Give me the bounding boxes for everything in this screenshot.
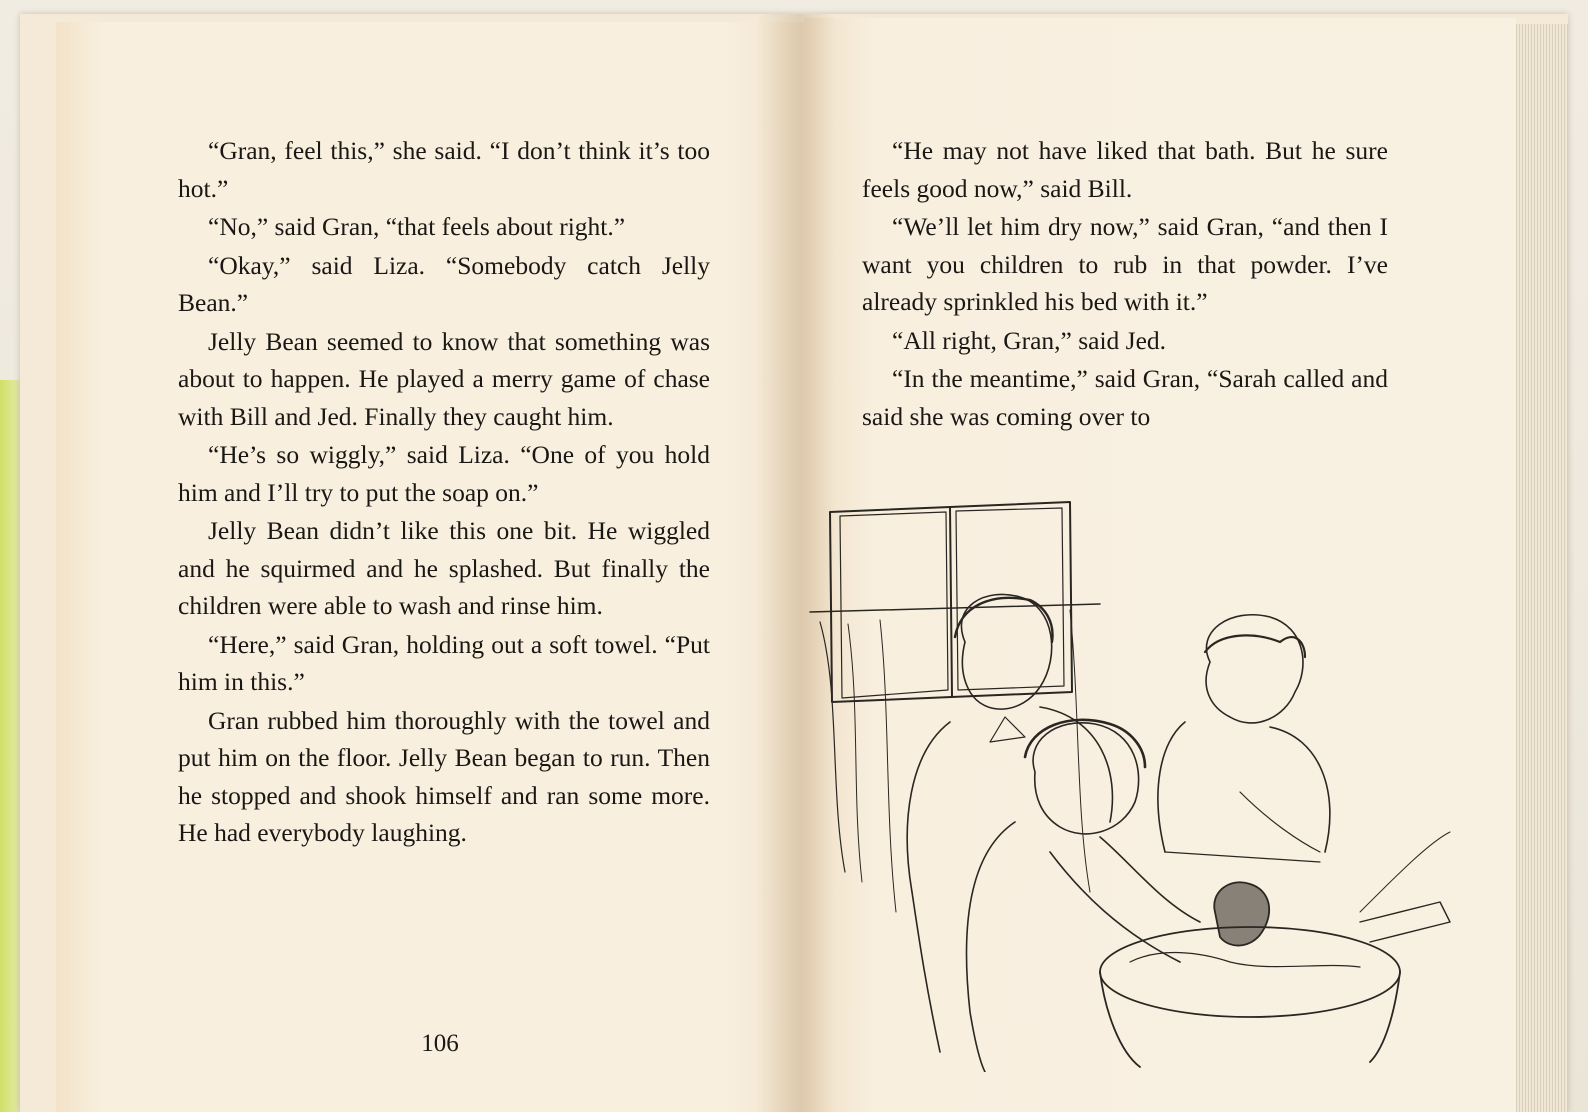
paragraph: “In the meantime,” said Gran, “Sarah called and said she was coming over to [862,364,1388,431]
paragraph: “No,” said Gran, “that feels about right.” [208,212,626,241]
paragraph: “Gran, feel this,” she said. “I don’t think it’s too hot.” [178,136,710,203]
window-drawing [810,502,1100,912]
tub-and-dog-drawing [1100,832,1450,1067]
paragraph: “We’ll let him dry now,” said Gran, “and then I want you children to rub in that powder. I’ve already sprinkled his bed with it.” [862,212,1388,316]
paragraph: “He’s so wiggly,” said Liza. “One of you hold him and I’ll try to put the soap on.” [178,440,710,507]
right-page-text [862,132,1388,435]
left-page-text [178,132,710,852]
paragraph: “Okay,” said Liza. “Somebody catch Jelly Bean.” [178,250,710,317]
paragraph: “He may not have liked that bath. But he sure feels good now,” said Bill. [862,136,1388,203]
paragraph: Jelly Bean seemed to know that something was about to happen. He played a merry game of chase with Bill and Jed. Finally they caught him. [178,326,710,431]
paragraph: Gran rubbed him thoroughly with the towel and put him on the floor. Jelly Bean began to run. Then he stopped and shook himself and ran some more. He had everybody laughing. [178,705,710,847]
page-edges [1508,24,1568,1112]
girl-drawing [966,720,1200,1072]
paragraph: “All right, Gran,” said Jed. [892,325,1167,355]
page-number: 106 [421,1030,459,1057]
pencil-illustration [800,492,1460,1072]
paragraph: Jelly Bean didn’t like this one bit. He wiggled and he squirmed and he splashed. But finally the children were able to wash and rinse him. [178,516,710,620]
paragraph: “Here,” said Gran, holding out a soft towel. “Put him in this.” [178,629,710,696]
boy-right-drawing [1158,615,1330,862]
